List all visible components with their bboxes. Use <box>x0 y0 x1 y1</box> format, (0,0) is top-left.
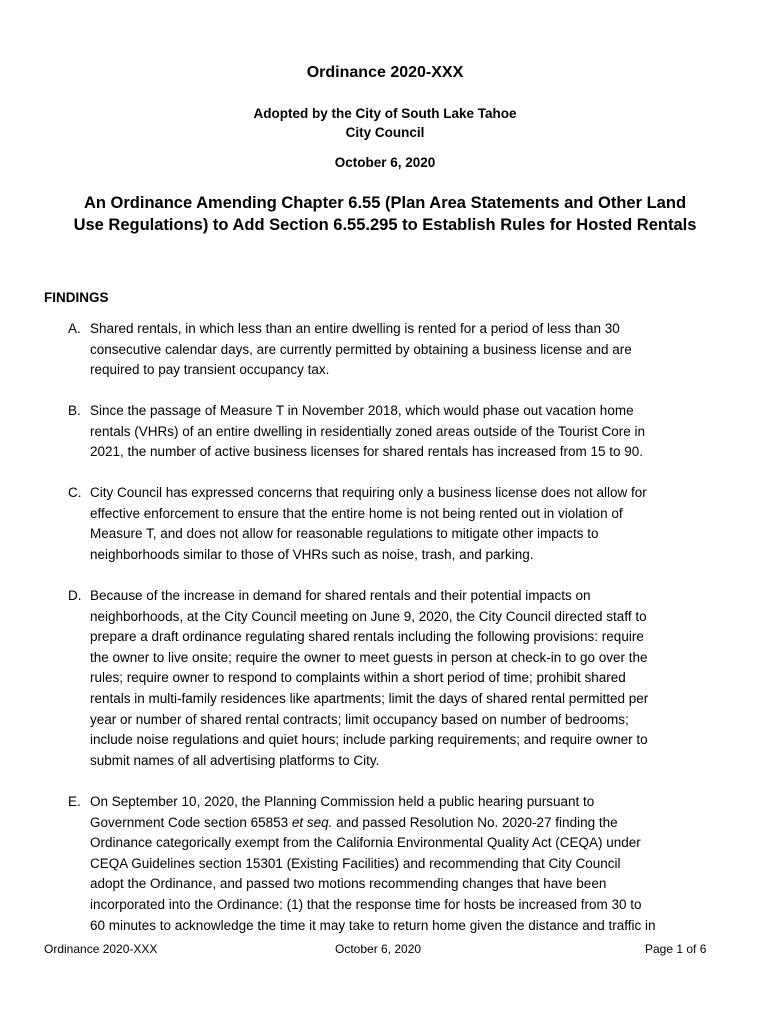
finding-text <box>90 586 728 771</box>
finding-line: include noise regulations and quiet hours; include parking requirements; and require owner to <box>90 732 648 748</box>
footer-date: October 6, 2020 <box>335 942 422 956</box>
finding-line: Measure T, and does not allow for reasonable regulations to mitigate other impacts to <box>90 526 599 542</box>
finding-text <box>90 792 728 936</box>
finding-line: rentals in multi-family residences like apartments; limit the days of shared rental permitted per <box>90 690 649 706</box>
finding-letter: E. <box>68 794 81 809</box>
finding-item <box>68 586 728 771</box>
finding-line: rentals (VHRs) of an entire dwelling in residentially zoned areas outside of the Tourist Core in <box>90 423 646 439</box>
finding-line: incorporated into the Ordinance: (1) that the response time for hosts be increased from 30 to <box>90 896 642 912</box>
finding-item <box>68 319 728 381</box>
finding-line: adopt the Ordinance, and passed two motions recommending changes that have been <box>90 876 607 892</box>
finding-line: effective enforcement to ensure that the entire home is not being rented out in violation of <box>90 505 623 521</box>
finding-letter: A. <box>68 321 81 336</box>
finding-letter: C. <box>68 485 82 500</box>
ordinance-heading <box>0 192 770 236</box>
finding-line: Shared rentals, in which less than an entire dwelling is rented for a period of less than 30 <box>90 321 620 336</box>
adopted-line-1: Adopted by the City of South Lake Tahoe <box>253 106 517 121</box>
finding-line: neighborhoods similar to those of VHRs such as noise, trash, and parking. <box>90 546 534 562</box>
finding-line: rules; require owner to respond to complaints within a short period of time; prohibit shared <box>90 670 626 686</box>
et-seq-italic: et seq. <box>291 814 333 830</box>
finding-line: Ordinance categorically exempt from the California Environmental Quality Act (CEQA) under <box>90 835 641 851</box>
finding-text <box>90 401 728 463</box>
finding-line: CEQA Guidelines section 15301 (Existing Facilities) and recommending that City Council <box>90 855 621 871</box>
finding-line: neighborhoods, at the City Council meeting on June 9, 2020, the City Council directed staff to <box>90 608 647 624</box>
finding-text <box>90 319 728 381</box>
finding-line: Government Code section 65853 et seq. and passed Resolution No. 2020-27 finding the <box>90 814 618 830</box>
finding-letter: B. <box>68 403 81 418</box>
adoption-date: October 6, 2020 <box>334 155 436 170</box>
ordinance-title: Ordinance 2020-XXX <box>306 64 464 81</box>
finding-line: year or number of shared rental contracts; limit occupancy based on number of bedrooms; <box>90 711 629 727</box>
heading-line-1: An Ordinance Amending Chapter 6.55 (Plan Area Statements and Other Land <box>83 194 687 212</box>
finding-item <box>68 792 728 936</box>
adopted-by <box>0 104 770 142</box>
finding-line: prepare a draft ordinance regulating shared rentals including the following provisions: require <box>90 629 644 645</box>
finding-line: 2021, the number of active business licenses for shared rentals has increased from 15 to 90. <box>90 444 644 460</box>
finding-line: the owner to live onsite; require the owner to meet guests in person at check-in to go over the <box>90 649 648 665</box>
finding-line: consecutive calendar days, are currently permitted by obtaining a business license and are <box>90 341 632 357</box>
finding-line: submit names of all advertising platforms to City. <box>90 752 380 768</box>
heading-line-2: Use Regulations) to Add Section 6.55.295 to Establish Rules for Hosted Rentals <box>73 216 697 234</box>
footer-ordinance-number: Ordinance 2020-XXX <box>44 942 158 956</box>
finding-line: required to pay transient occupancy tax. <box>90 362 330 378</box>
finding-line: On September 10, 2020, the Planning Commission held a public hearing pursuant to <box>90 794 595 809</box>
finding-line: 60 minutes to acknowledge the time it may take to return home given the distance and traffic in <box>90 917 656 933</box>
finding-item <box>68 483 728 565</box>
adopted-line-2: City Council <box>345 125 425 140</box>
footer-page-number: Page 1 of 6 <box>645 942 707 956</box>
finding-line: City Council has expressed concerns that requiring only a business license does not allow for <box>90 485 647 500</box>
findings-heading: FINDINGS <box>44 290 109 305</box>
finding-line: Since the passage of Measure T in November 2018, which would phase out vacation home <box>90 403 634 418</box>
finding-line: Because of the increase in demand for shared rentals and their potential impacts on <box>90 588 591 603</box>
finding-item <box>68 401 728 463</box>
finding-text <box>90 483 728 565</box>
finding-letter: D. <box>68 588 82 603</box>
